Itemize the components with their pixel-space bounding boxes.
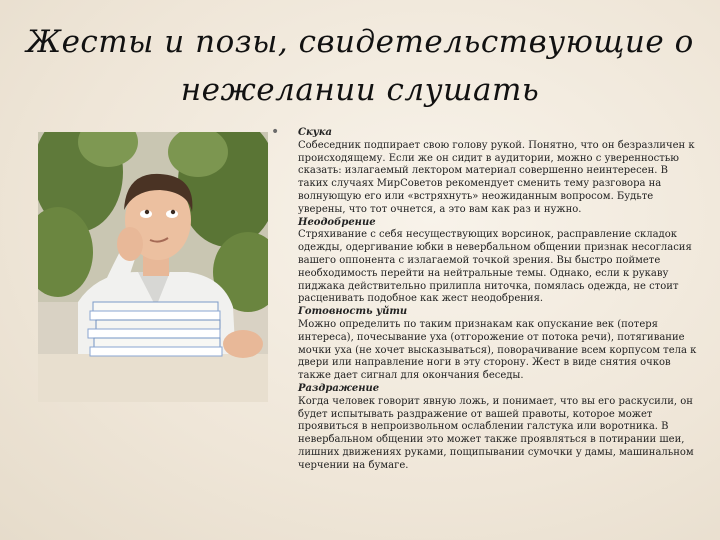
title-line-1: Жесты и позы, свидетельствующие о	[26, 24, 694, 60]
section-heading-ready-to-leave: Готовность уйти	[298, 306, 408, 318]
section-heading-disapproval: Неодобрение	[298, 216, 376, 228]
content-text	[298, 127, 698, 473]
section-text-disapproval: Стряхивание с себя несуществующих ворсинок, расправление складок одежды, одергивание юбки в невербальном общении признак несогласия вашего оппонента с излагаемой точкой зрения. Вы быстро поймете необходимость перейти на нейтральные темы. Однако, если к рукаву пиджака действительно прилипла ниточка, помялась одежда, не стоит расценивать подобное как жест неодобрения.	[298, 229, 692, 305]
section-text-ready-to-leave: Можно определить по таким признакам как опускание век (потеря интереса), почесывание уха (отгорожение от потока речи), потягивание мочки уха (не хочет высказываться), поворачивание всем корпусом тела к двери или направление ноги в эту сторону. Жест в виде снятия очков также дает сигнал для окончания беседы.	[298, 318, 697, 382]
photo-illustration	[38, 132, 268, 402]
section-text-irritation: Когда человек говорит явную ложь, и понимает, что вы его раскусили, он будет испытывать раздражение от вашей правоты, которое может проявиться в непроизвольном ослаблении галстука или воротника. В невербальном общении это может также проявляться в потирании шеи, лишних движениях руками, пощипывании сумочки у дамы, машинальном черчении на бумаге.	[298, 395, 694, 471]
slide-title	[20, 18, 700, 114]
title-line-2: нежелании слушать	[180, 72, 540, 108]
section-text-boredom: Собеседник подпирает свою голову рукой. Понятно, что он безразличен к происходящему. Если же он сидит в аудитории, можно с уверенностью сказать: излагаемый лектором материал совершенно неинтересен. В таких случаях МирСоветов рекомендует сменить тему разговора на волнующую его или «встряхнуть» неожиданным вопросом. Будьте уверены, что тот очнется, а это вам как раз и нужно.	[298, 139, 695, 215]
section-heading-boredom: Скука	[298, 127, 332, 138]
section-heading-irritation: Раздражение	[298, 382, 380, 394]
photo-bored-man	[38, 132, 268, 402]
bullet-marker: •	[271, 124, 280, 140]
